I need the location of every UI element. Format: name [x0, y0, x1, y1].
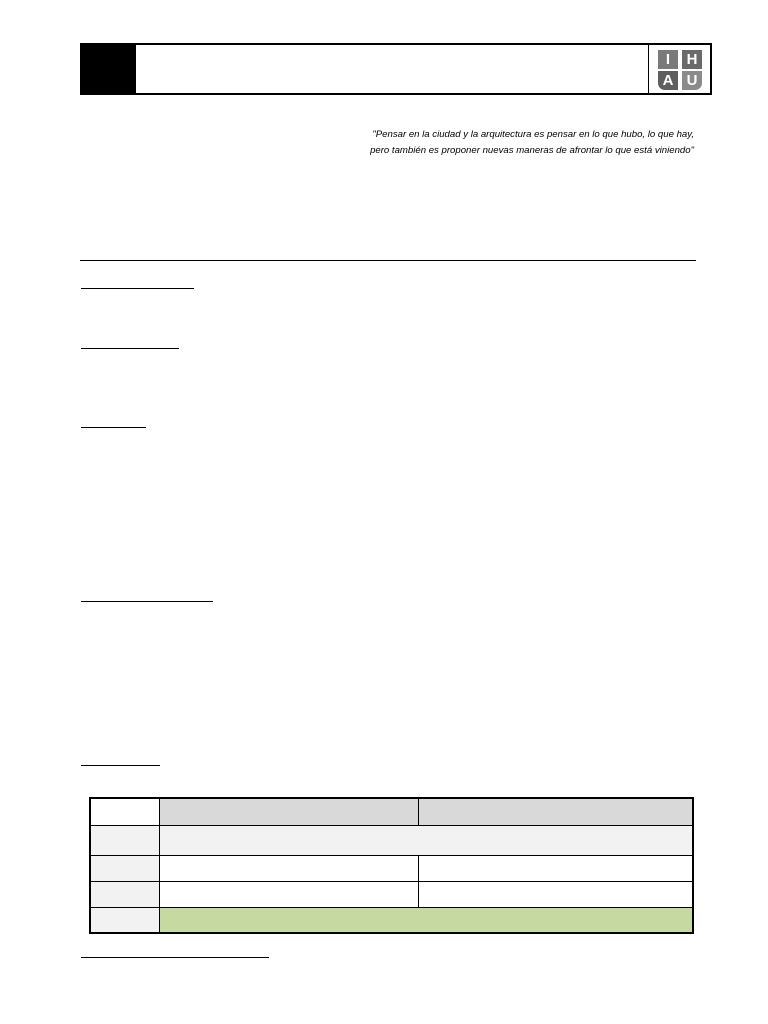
section-divider [80, 260, 696, 261]
logo-letter-h: H [682, 50, 702, 69]
heading-underline-3 [81, 427, 146, 428]
table-row-divider-2 [91, 855, 692, 856]
summary-table [89, 797, 694, 934]
table-total-label [91, 907, 160, 932]
quote-line-2: pero también es proponer nuevas maneras de afrontar lo que está viniendo" [370, 144, 694, 156]
quote-line-1: "Pensar en la ciudad y la arquitectura es pensar en lo que hubo, lo que hay, [372, 129, 694, 140]
logo-grid [658, 50, 702, 90]
heading-underline-5 [81, 765, 160, 766]
logo-letter-i: I [658, 50, 678, 69]
table-total-row [160, 907, 692, 932]
table-col-divider-2a [418, 799, 419, 825]
table-header-row [160, 799, 692, 825]
logo-letter-a: A [658, 71, 678, 90]
table-band-row [91, 825, 692, 855]
table-col-divider-1 [159, 799, 160, 932]
table-row-divider-4 [91, 907, 692, 908]
table-row-divider-3 [91, 881, 692, 882]
institution-logo [648, 45, 710, 93]
table-row-divider-1 [91, 825, 692, 826]
logo-letter-u: U [682, 71, 702, 90]
heading-underline-1 [81, 288, 194, 289]
footnote-underline [81, 957, 269, 958]
heading-underline-2 [81, 348, 179, 349]
header-black-block [82, 45, 136, 93]
document-header [80, 43, 712, 95]
heading-underline-4 [81, 601, 213, 602]
epigraph-quote [234, 127, 694, 158]
